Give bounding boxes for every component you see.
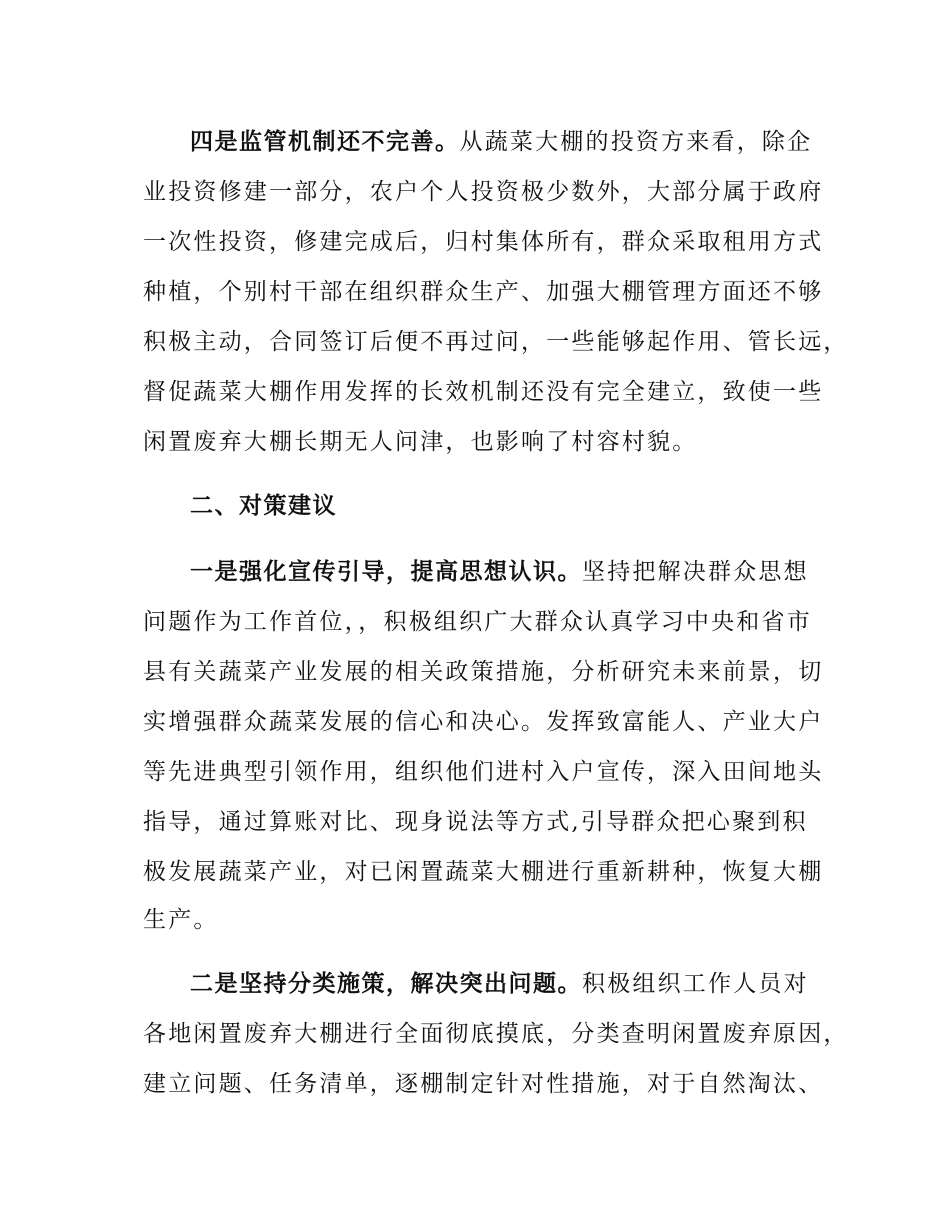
paragraph-2-line-8: 生产。 <box>143 907 219 933</box>
paragraph-3-line-3: 建立问题、任务清单，逐棚制定针对性措施，对于自然淘汰、 <box>143 1071 824 1097</box>
paragraph-3-lead: 二是坚持分类施策，解决突出问题。 <box>190 971 582 997</box>
paragraph-3-line-1-text: 积极组织工作人员对 <box>582 971 809 997</box>
paragraph-1-line-7: 闲置废弃大棚长期无人问津，也影响了村容村貌。 <box>143 429 698 455</box>
paragraph-2-line-1 <box>190 557 823 587</box>
paragraph-2-line-1-text: 坚持把解决群众思想 <box>582 559 809 585</box>
paragraph-2-line-5: 等先进典型引领作用，组织他们进村入户宣传，深入田间地头 <box>143 759 824 785</box>
section-heading: 二、对策建议 <box>190 493 337 519</box>
paragraph-2-line-2: 问题作为工作首位，，积极组织广大群众认真学习中央和省市 <box>143 609 812 635</box>
paragraph-1-line-4: 种植，个别村干部在组织群众生产、加强大棚管理方面还不够 <box>143 279 824 305</box>
paragraph-3-line-1 <box>190 969 823 999</box>
paragraph-1-line-6: 督促蔬菜大棚作用发挥的长效机制还没有完全建立，致使一些 <box>143 379 824 405</box>
paragraph-1-line-1-text: 从蔬菜大棚的投资方来看，除企 <box>459 129 813 155</box>
paragraph-3-line-2: 各地闲置废弃大棚进行全面彻底摸底，分类查明闲置废弃原因， <box>143 1021 849 1047</box>
paragraph-2-line-7: 极发展蔬菜产业，对已闲置蔬菜大棚进行重新耕种，恢复大棚 <box>143 859 824 885</box>
paragraph-1-line-2: 业投资修建一部分，农户个人投资极少数外，大部分属于政府 <box>143 179 824 205</box>
paragraph-2-lead: 一是强化宣传引导，提高思想认识。 <box>190 559 582 585</box>
paragraph-2-line-6: 指导，通过算账对比、现身说法等方式,引导群众把心聚到积 <box>143 809 808 835</box>
paragraph-1-line-3: 一次性投资，修建完成后，归村集体所有，群众采取租用方式 <box>143 229 824 255</box>
paragraph-2-line-3: 县有关蔬菜产业发展的相关政策措施，分析研究未来前景，切 <box>143 659 824 685</box>
paragraph-1-line-1 <box>190 127 823 157</box>
paragraph-2-line-4: 实增强群众蔬菜发展的信心和决心。发挥致富能人、产业大户 <box>143 709 824 735</box>
paragraph-1-lead: 四是监管机制还不完善。 <box>190 129 460 155</box>
paragraph-1-line-5: 积极主动，合同签订后便不再过问，一些能够起作用、管长远， <box>143 329 849 355</box>
